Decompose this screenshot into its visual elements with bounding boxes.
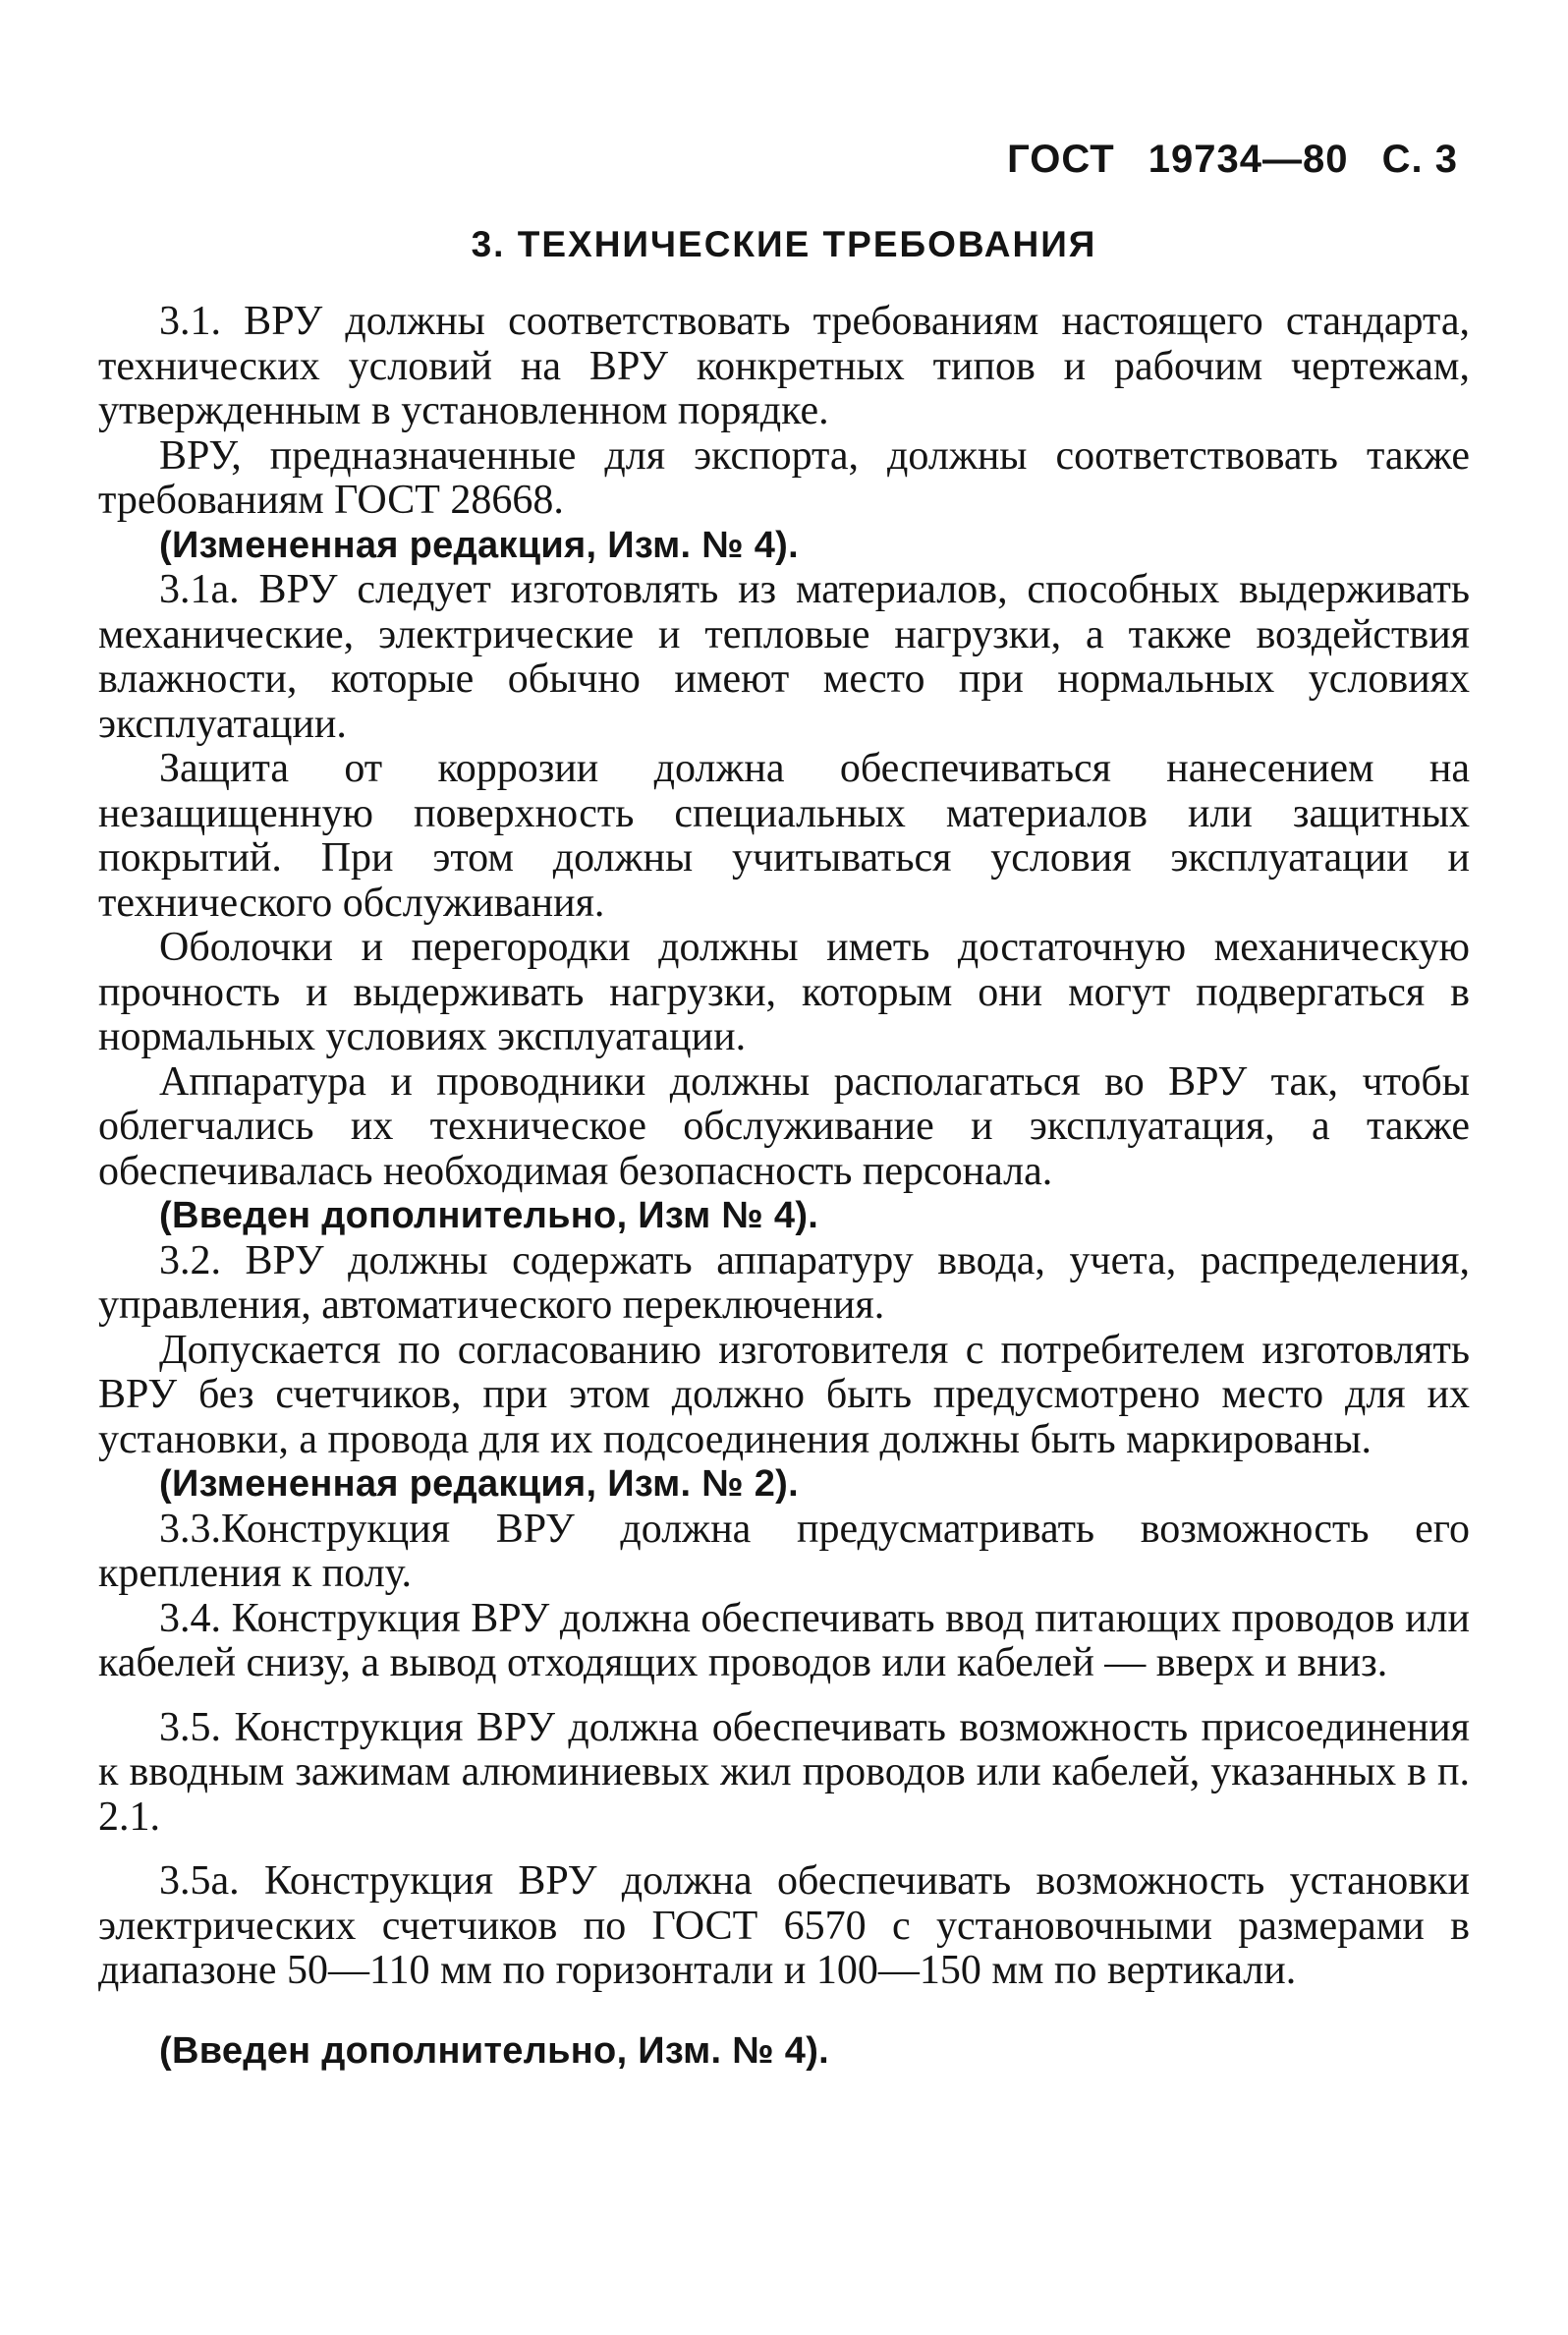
paragraph-enclosures: Оболочки и перегородки должны иметь достаточную механическую прочность и выдерживать нагрузки, которым они могут подвергаться в нормальных условиях эксплуатации.	[98, 925, 1470, 1059]
paragraph-3-1a: 3.1а. ВРУ следует изготовлять из материалов, способных выдерживать механические, электрические и тепловые нагрузки, а также воздействия влажности, которые обычно имеют место при нормальных условиях эксплуатации.	[98, 567, 1470, 747]
header-page-number: С. 3	[1381, 138, 1458, 181]
document-body	[98, 300, 1470, 2074]
paragraph-3-2: 3.2. ВРУ должны содержать аппаратуру ввода, учета, распределения, управления, автоматического переключения.	[98, 1237, 1470, 1328]
amendment-note: (Введен дополнительно, Изм. № 4).	[159, 2029, 830, 2072]
amendment-note: (Измененная редакция, Изм. № 4).	[159, 524, 799, 566]
header-doc-number: 19734—80	[1148, 138, 1349, 181]
paragraph-corrosion: Защита от коррозии должна обеспечиваться нанесением на незащищенную поверхность специальных материалов или защитных покрытий. При этом должны учитываться условия эксплуатации и технического обслуживания.	[98, 746, 1470, 926]
paragraph-3-5a: 3.5а. Конструкция ВРУ должна обеспечивать возможность установки электрических счетчиков по ГОСТ 6570 с установочными размерами в диапазоне 50—110 мм по горизонтали и 100—150 мм по вертикали.	[98, 1858, 1470, 1993]
paragraph-apparatus: Аппаратура и проводники должны располагаться во ВРУ так, чтобы облегчались их техническое обслуживание и эксплуатация, а также обеспечивалась необходимая безопасность персонала.	[98, 1058, 1470, 1194]
section-title: 3. ТЕХНИЧЕСКИЕ ТРЕБОВАНИЯ	[471, 224, 1097, 264]
header-doc-label: ГОСТ	[1007, 138, 1115, 181]
paragraph-3-1-export: ВРУ, предназначенные для экспорта, должны соответствовать также требованиям ГОСТ 28668.	[98, 432, 1470, 523]
paragraph-3-4: 3.4. Конструкция ВРУ должна обеспечивать ввод питающих проводов или кабелей снизу, а вывод отходящих проводов или кабелей — вверх и вниз.	[98, 1595, 1470, 1685]
paragraph-meters: Допускается по согласованию изготовителя с потребителем изготовлять ВРУ без счетчиков, при этом должно быть предусмотрено место для их установки, а провода для их подсоединения должны быть маркированы.	[98, 1327, 1470, 1462]
paragraph-3-1: 3.1. ВРУ должны соответствовать требованиям настоящего стандарта, технических условий на ВРУ конкретных типов и рабочим чертежам, утвержденным в установленном порядке.	[98, 299, 1470, 433]
paragraph-3-5: 3.5. Конструкция ВРУ должна обеспечивать возможность присоединения к вводным зажимам алюминиевых жил проводов или кабелей, указанных в п. 2.1.	[98, 1704, 1470, 1840]
page-header	[985, 138, 1458, 182]
paragraph-3-3: 3.3.Конструкция ВРУ должна предусматривать возможность его крепления к полу.	[98, 1506, 1470, 1596]
amendment-note: (Измененная редакция, Изм. № 2).	[159, 1463, 799, 1505]
amendment-note: (Введен дополнительно, Изм № 4).	[159, 1195, 819, 1236]
